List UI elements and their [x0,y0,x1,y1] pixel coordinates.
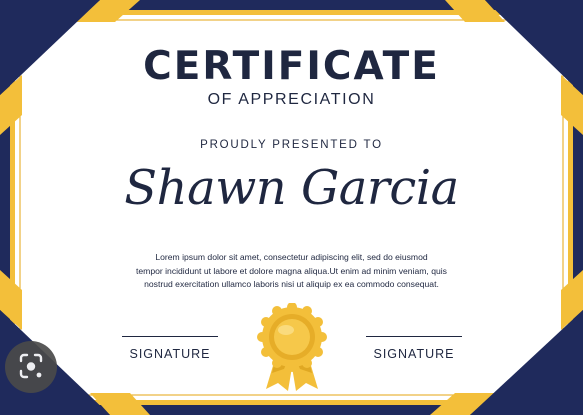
certificate-subtitle: OF APPRECIATION [207,91,376,108]
body-line: tempor incididunt ut labore et dolore magna aliqua.Ut enim ad minim veniam, quis [136,265,447,276]
presented-to-label: PROUDLY PRESENTED TO [200,139,383,151]
award-seal-icon [256,303,328,393]
visual-search-button[interactable] [5,341,57,393]
signature-label-left: SIGNATURE [129,347,211,361]
signature-line-right [366,336,462,337]
body-line: Lorem ipsum dolor sit amet, consectetur adipiscing elit, sed do eiusmod [155,252,428,262]
signature-line-left [122,336,218,337]
recipient-name: Shawn Garcia [124,160,459,216]
certificate-body [95,251,488,292]
body-line: nostrud exercitation ullamco laboris nisi ut aliquip ex ea commodo consequat. [144,279,439,289]
lens-search-icon [5,341,57,393]
certificate-title: CERTIFICATE [143,44,440,89]
signature-label-right: SIGNATURE [373,347,455,361]
